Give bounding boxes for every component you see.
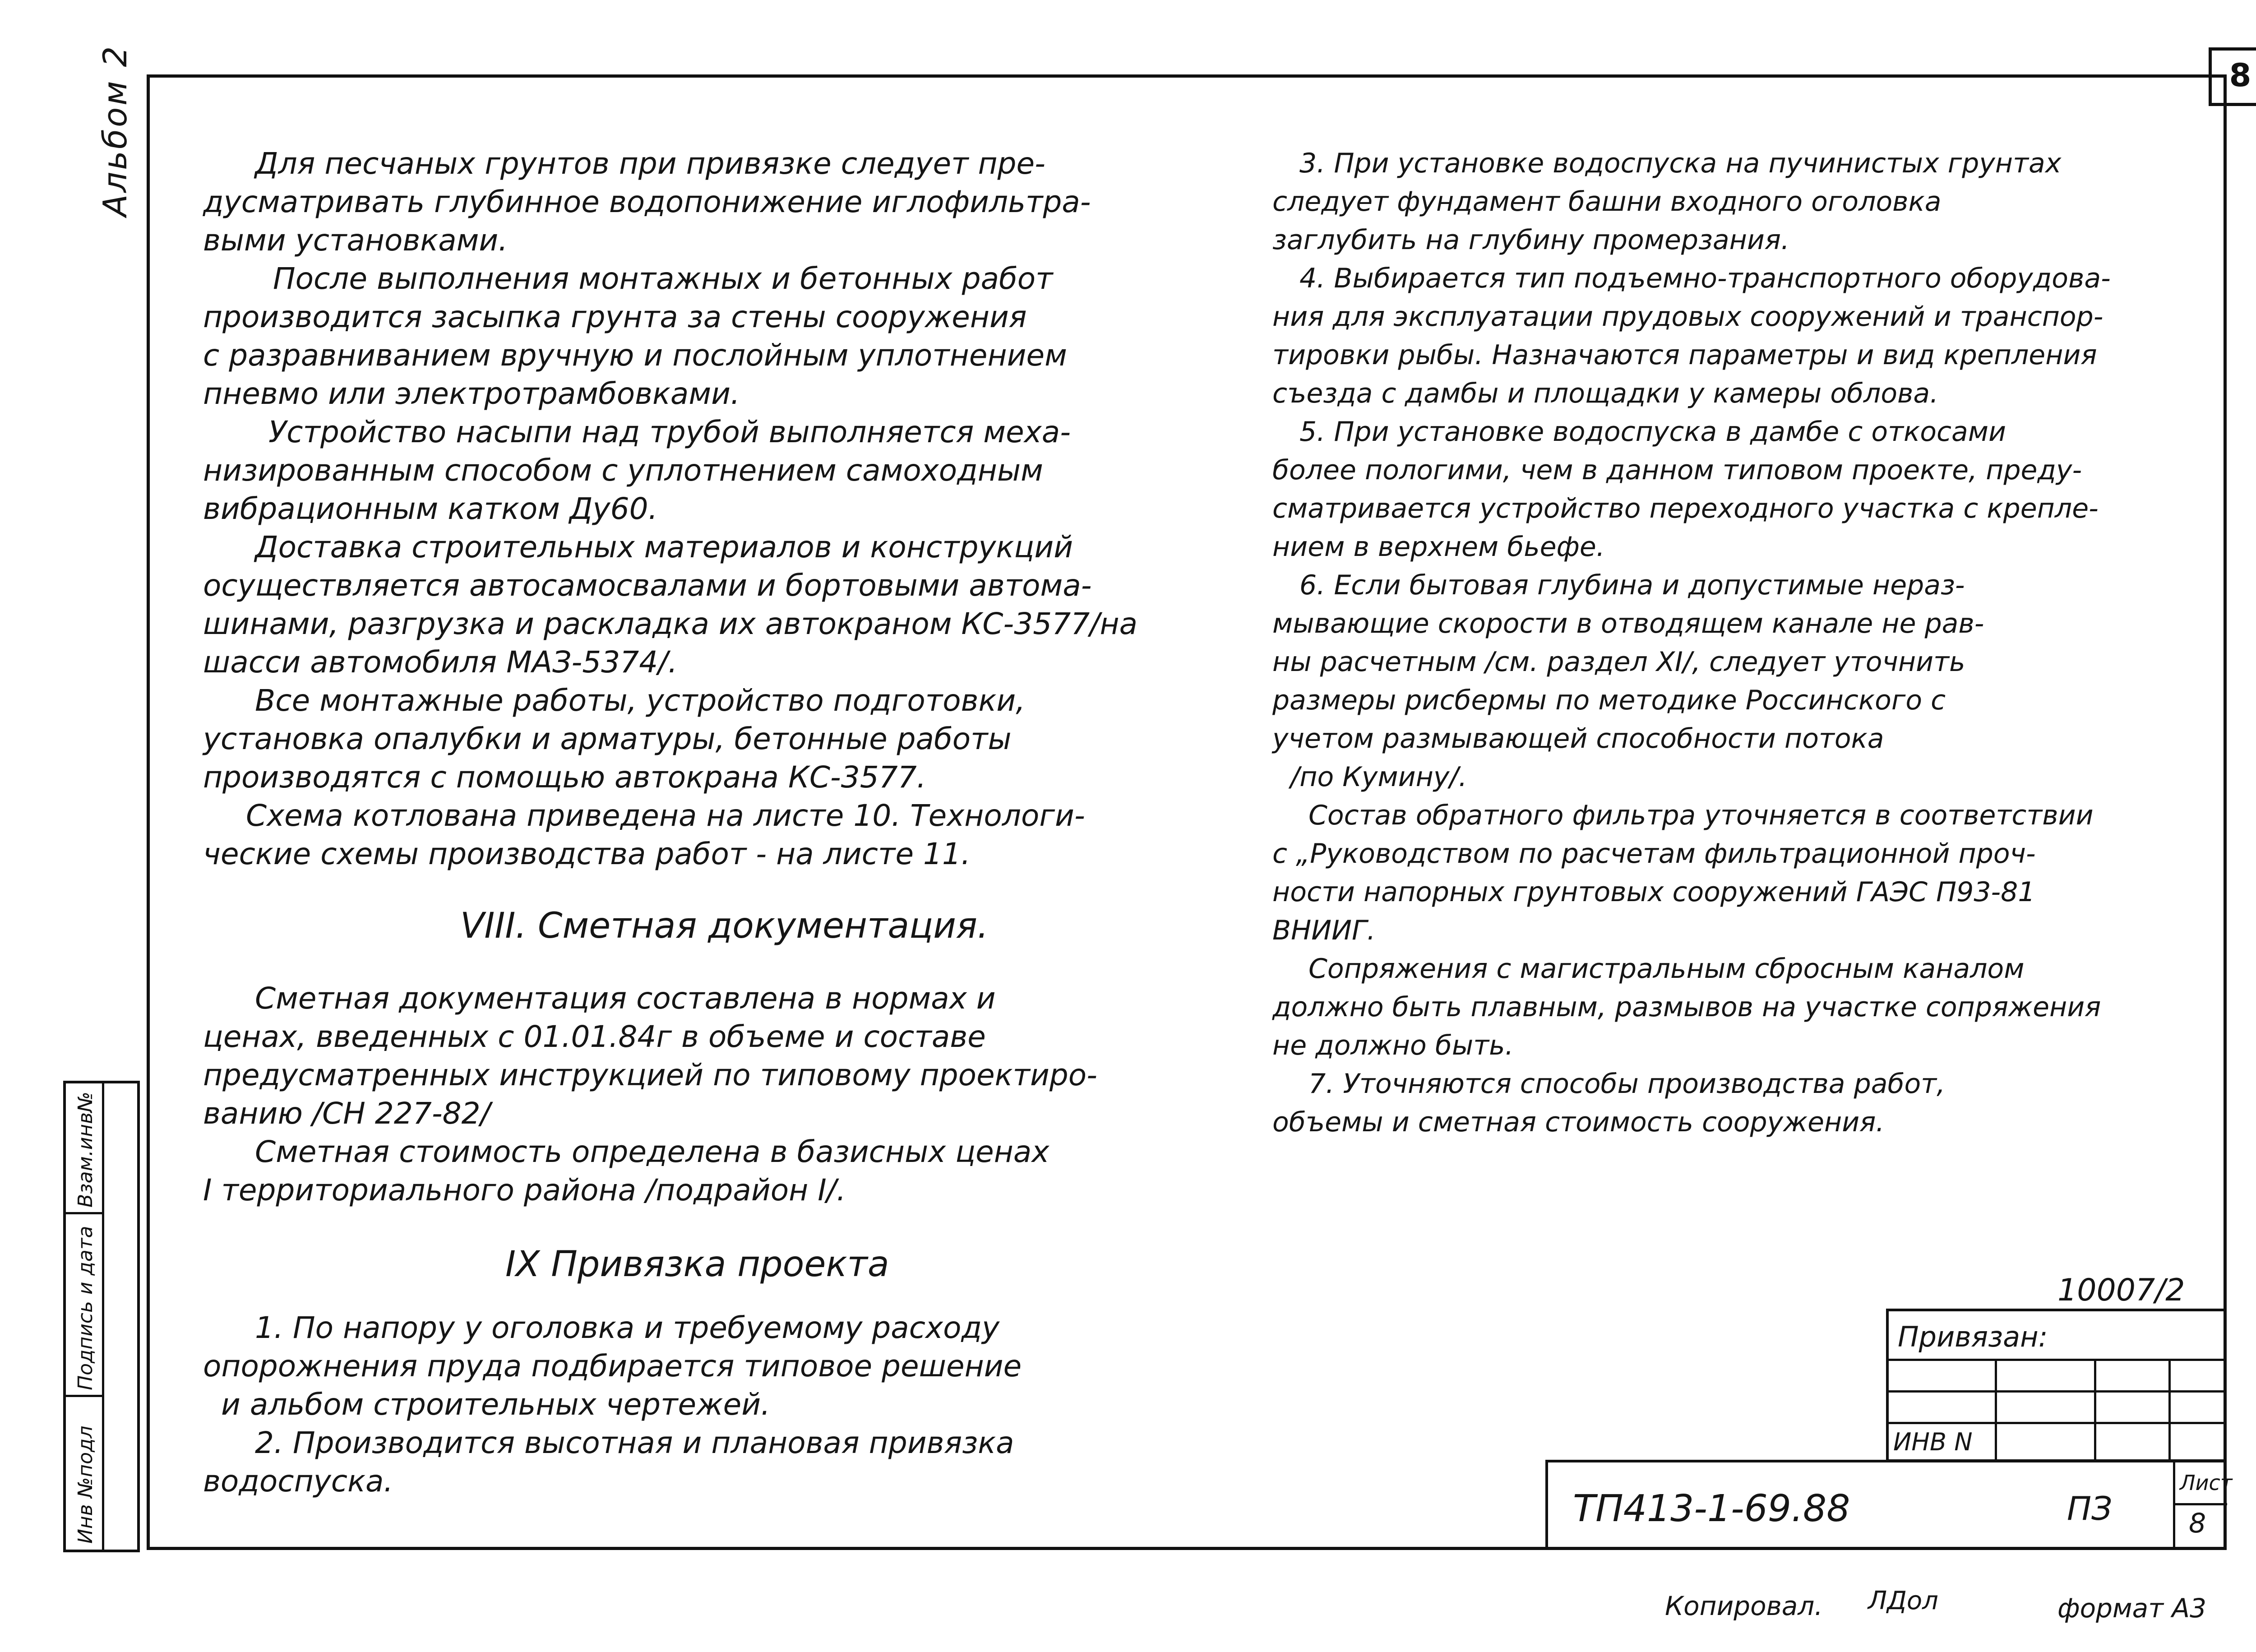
bound-label: Привязан: — [1898, 1320, 2048, 1353]
text-line: Состав обратного фильтра уточняется в соответствии — [1308, 800, 2094, 831]
text-line: с „Руководством по расчетам фильтрационной проч- — [1272, 838, 2036, 870]
text-line: шинами, разгрузка и раскладка их автокраном КС-3577/на — [203, 606, 1138, 641]
text-line: тировки рыбы. Назначаются параметры и вид крепления — [1272, 339, 2097, 371]
stamp-col-line — [2168, 1359, 2171, 1459]
text-line: шасси автомобиля МАЗ-5374/. — [203, 645, 678, 680]
text-line: Устройство насыпи над трубой выполняется меха- — [268, 415, 1071, 449]
side-stamp-cell-1: Взам.инв№ — [74, 1092, 97, 1208]
binding-stamp — [1886, 1309, 2227, 1462]
text-line: 3. При установке водоспуска на пучинистых грунтах — [1299, 148, 2062, 179]
text-line: заглубить на глубину промерзания. — [1272, 224, 1790, 256]
sheet-number: 8 — [2189, 1508, 2206, 1539]
text-line: установка опалубки и арматуры, бетонные работы — [203, 722, 1012, 756]
text-line: ценах, введенных с 01.01.84г в объеме и составе — [203, 1019, 986, 1054]
album-label: Альбом 2 — [96, 44, 134, 217]
doc-number: 10007/2 — [2057, 1273, 2185, 1308]
text-line: После выполнения монтажных и бетонных работ — [273, 261, 1053, 296]
text-line: I территориального района /подрайон I/. — [203, 1173, 846, 1208]
text-line: 4. Выбирается тип подъемно-транспортного оборудова- — [1299, 263, 2111, 294]
text-line: размеры рисбермы по методике Россинского с — [1272, 685, 1946, 716]
text-line: Схема котлована приведена на листе 10. Технологи- — [246, 798, 1085, 833]
section-8-text — [203, 979, 1263, 1209]
stamp-row-line — [1889, 1422, 2224, 1424]
stage: ПЗ — [2067, 1490, 2113, 1527]
text-line: Для песчаных грунтов при привязке следует пре- — [255, 146, 1045, 181]
text-line: 2. Производится высотная и плановая привязка — [255, 1425, 1014, 1460]
text-line: с разравниванием вручную и послойным уплотнением — [203, 338, 1067, 373]
text-line: производится засыпка грунта за стены сооружения — [203, 300, 1027, 334]
text-line: Доставка строительных материалов и конструкций — [255, 530, 1073, 565]
text-line: ния для эксплуатации прудовых сооружений и транспор- — [1272, 301, 2103, 333]
title-block — [1545, 1460, 2233, 1550]
text-line: должно быть плавным, размывов на участке сопряжения — [1272, 991, 2101, 1023]
text-line: Все монтажные работы, устройство подготовки, — [255, 683, 1026, 718]
text-line: /по Кумину/. — [1290, 761, 1467, 793]
text-line: Сметная стоимость определена в базисных ценах — [255, 1134, 1049, 1169]
text-line: дусматривать глубинное водопонижение иглофильтра- — [203, 185, 1091, 219]
text-line: сматривается устройство переходного участка с крепле- — [1272, 493, 2099, 524]
text-line: пневмо или электротрамбовками. — [203, 376, 740, 411]
text-line: нием в верхнем бьефе. — [1272, 531, 1605, 563]
right-column — [1272, 144, 2229, 1142]
text-line: ВНИИГ. — [1272, 915, 1376, 946]
copied-label: Копировал. — [1665, 1591, 1823, 1621]
designation: ТП413-1-69.88 — [1573, 1487, 1850, 1530]
text-line: водоспуска. — [203, 1464, 393, 1499]
text-line: и альбом строительных чертежей. — [221, 1387, 771, 1422]
stamp-row-line — [1889, 1359, 2224, 1361]
stamp-row-line — [1889, 1390, 2224, 1393]
sheet-row-line — [2173, 1503, 2227, 1505]
text-line: Сопряжения с магистральным сбросным каналом — [1308, 953, 2025, 985]
text-line: выми установками. — [203, 223, 508, 258]
text-line: учетом размывающей способности потока — [1272, 723, 1884, 754]
text-line: ванию /СН 227-82/ — [203, 1096, 490, 1131]
text-line: более пологими, чем в данном типовом проекте, преду- — [1272, 454, 2082, 486]
side-stamp-cell-3: Инв №подл — [74, 1425, 97, 1544]
text-line: низированным способом с уплотнением самоходным — [203, 453, 1043, 488]
text-line: вибрационным катком Ду60. — [203, 491, 658, 526]
side-stamp-divider — [66, 1212, 104, 1214]
text-line: следует фундамент башни входного оголовка — [1272, 186, 1942, 217]
text-line: 5. При установке водоспуска в дамбе с откосами — [1299, 416, 2006, 448]
text-line: опорожнения пруда подбирается типовое решение — [203, 1349, 1022, 1384]
page-number-box — [2209, 47, 2256, 106]
text-line: осуществляется автосамосвалами и бортовыми автома- — [203, 568, 1092, 603]
text-line: предусматренных инструкцией по типовому проектиро- — [203, 1058, 1097, 1092]
stamp-col-line — [1995, 1359, 1997, 1459]
text-line: 6. Если бытовая глубина и допустимые нераз- — [1299, 569, 1965, 601]
side-stamp-divider — [66, 1395, 104, 1397]
side-stamp — [63, 1081, 140, 1552]
sheet-label: Лист — [2180, 1471, 2233, 1495]
text-line: не должно быть. — [1272, 1030, 1514, 1061]
inv-label: ИНВ N — [1893, 1428, 1973, 1456]
text-line: Сметная документация составлена в нормах и — [255, 981, 996, 1016]
text-line: объемы и сметная стоимость сооружения. — [1272, 1106, 1885, 1138]
section-9-text — [203, 1309, 1263, 1500]
text-line: 1. По напору у оголовка и требуемому расходу — [255, 1310, 1000, 1345]
left-column — [203, 144, 1263, 873]
stamp-col-line — [2094, 1359, 2096, 1459]
text-line: ческие схемы производства работ - на листе 11. — [203, 837, 971, 871]
copier-signature: ЛДол — [1868, 1586, 1938, 1615]
text-line: съезда с дамбы и площадки у камеры облова. — [1272, 378, 1939, 409]
section-9-heading: IX Привязка проекта — [505, 1244, 889, 1285]
text-line: 7. Уточняются способы производства работ, — [1308, 1068, 1946, 1100]
text-line: ности напорных грунтовых сооружений ГАЭС П93-81 — [1272, 876, 2035, 908]
text-line: производятся с помощью автокрана КС-3577. — [203, 760, 926, 795]
section-8-heading: VIII. Сметная документация. — [460, 906, 989, 946]
text-line: ны расчетным /см. раздел XI/, следует уточнить — [1272, 646, 1965, 678]
text-line: мывающие скорости в отводящем канале не рав- — [1272, 608, 1984, 639]
page-number: 8 — [2229, 57, 2251, 94]
format-label: формат А3 — [2057, 1593, 2206, 1624]
side-stamp-cell-2: Подпись и дата — [74, 1226, 97, 1390]
